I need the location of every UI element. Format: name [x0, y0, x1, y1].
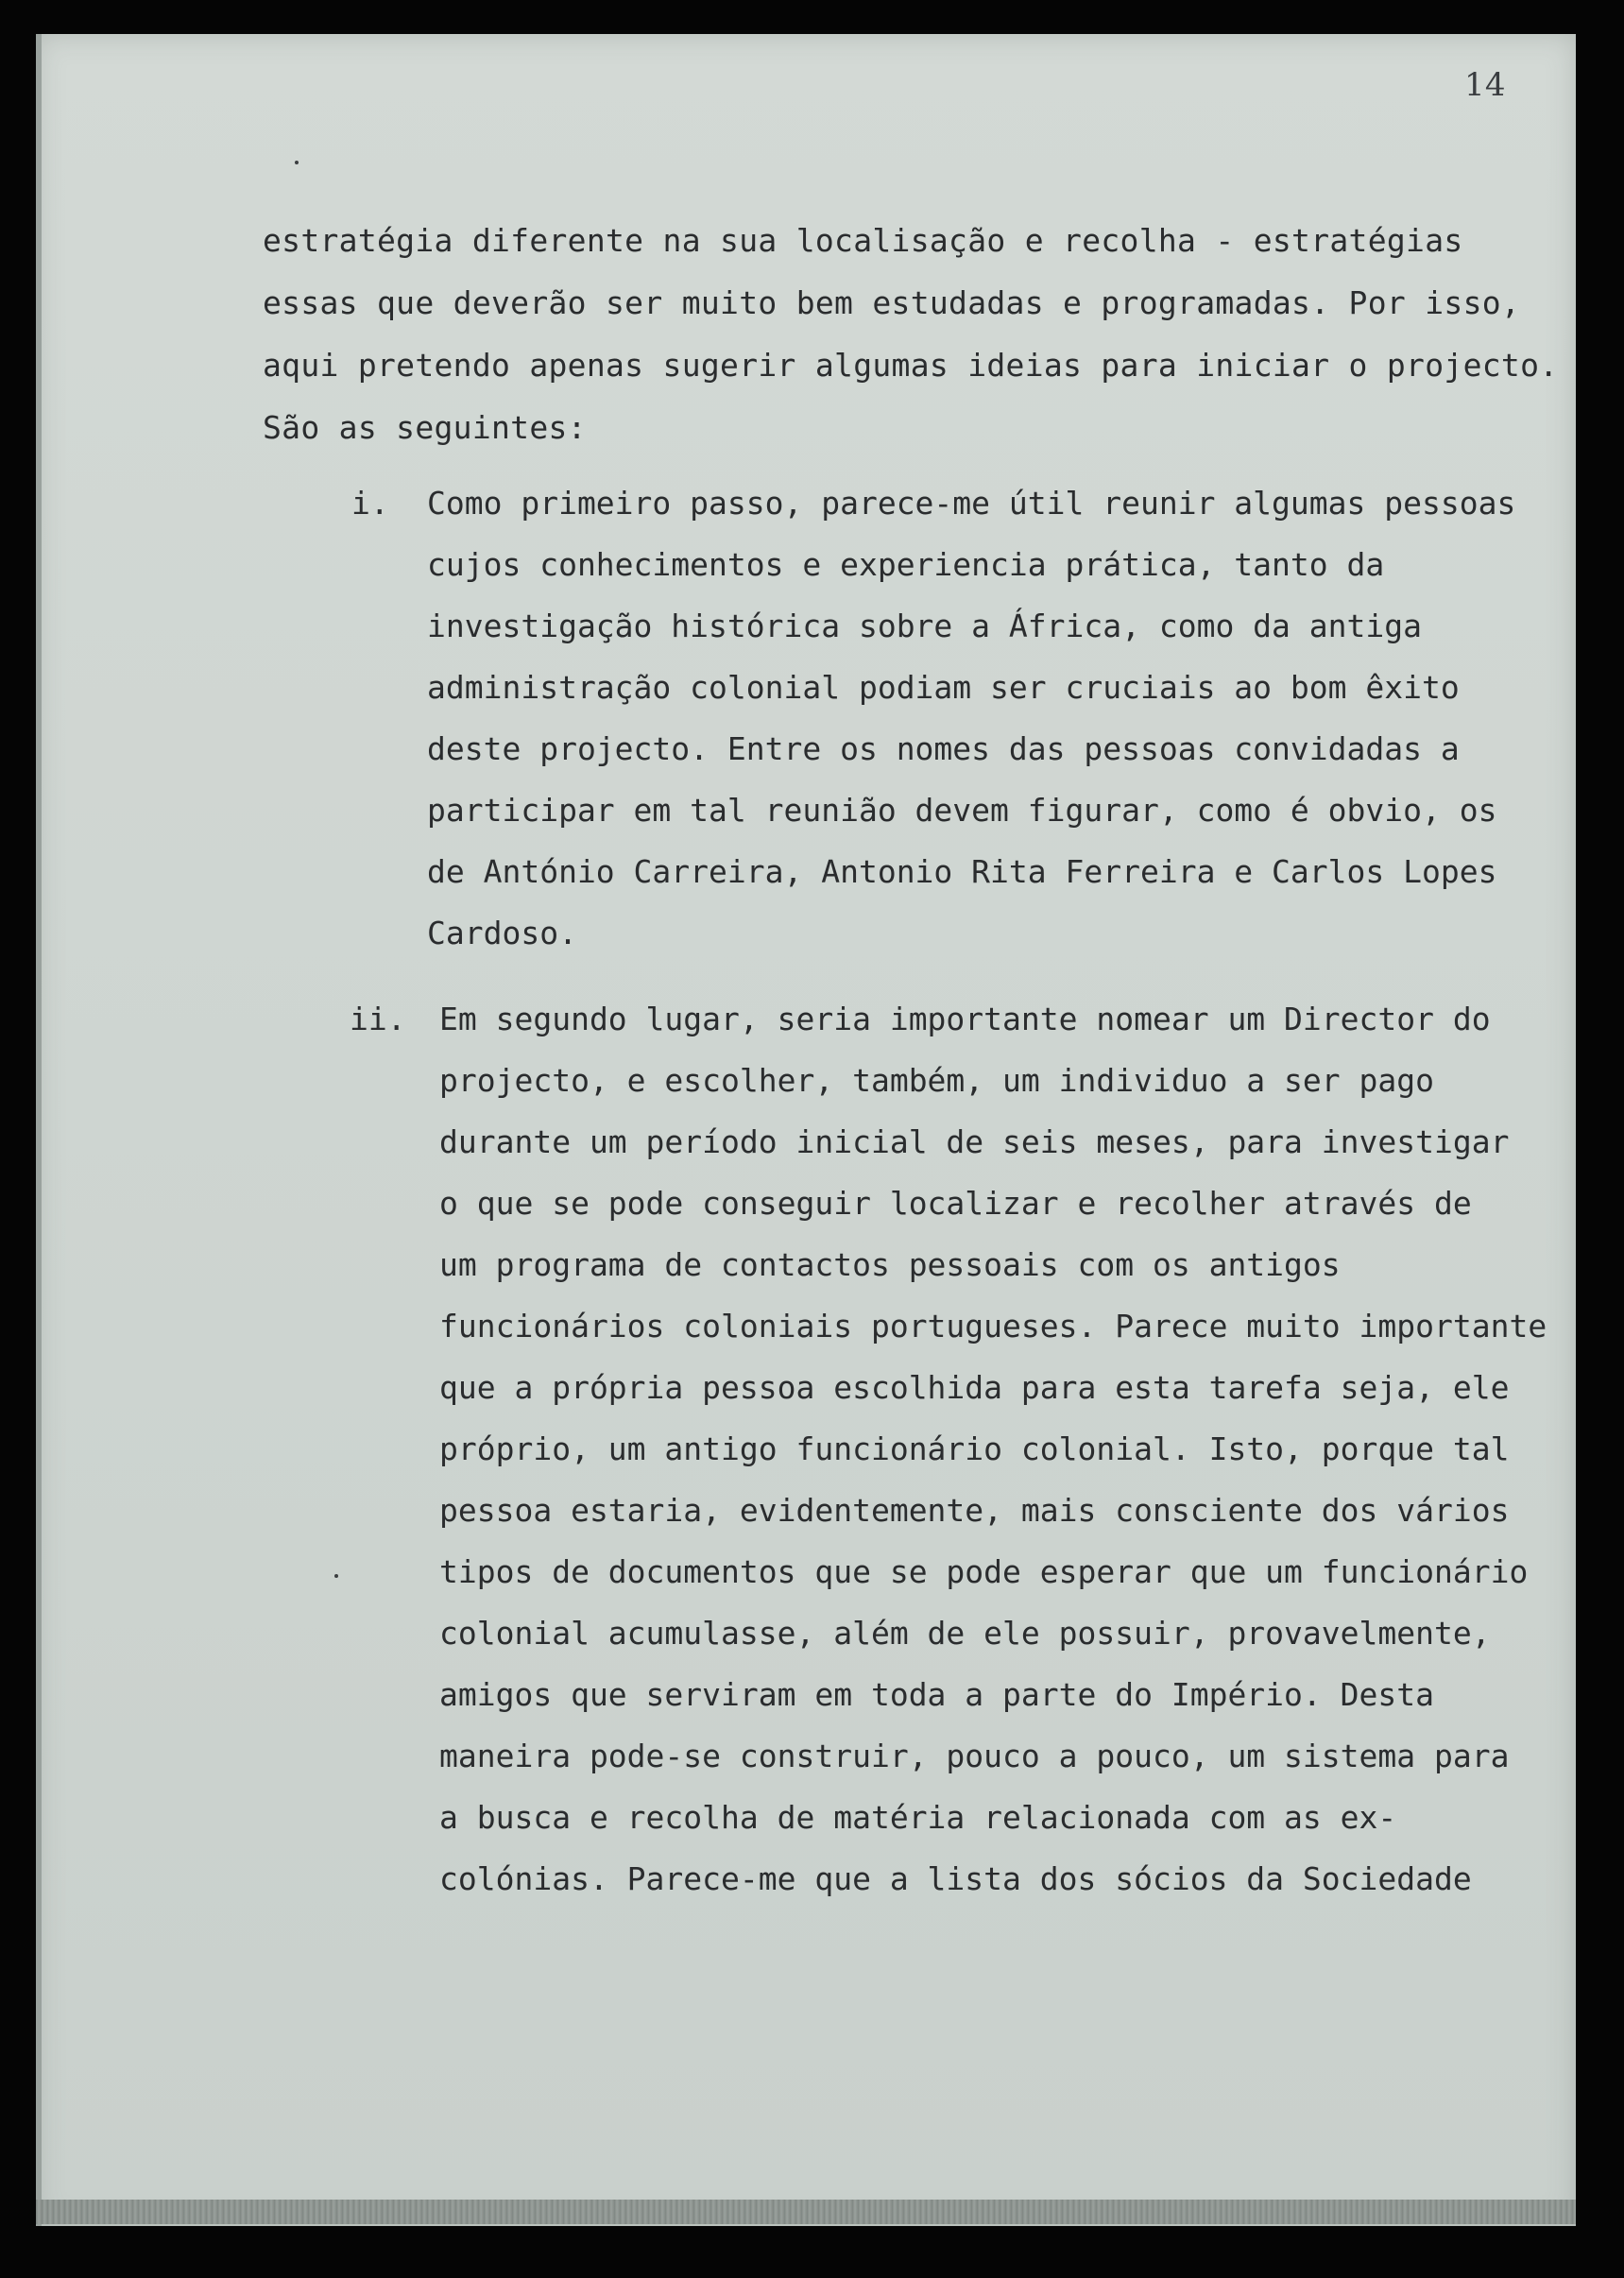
intro-line: essas que deverão ser muito bem estudadas e programadas. Por isso,	[263, 284, 1521, 321]
scan-bottom-strip	[36, 2200, 1576, 2224]
paper-left-edge	[36, 34, 42, 2226]
item-line: Como primeiro passo, parece-me útil reunir algumas pessoas	[427, 485, 1516, 522]
item-line: administração colonial podiam ser cruciais ao bom êxito	[427, 669, 1460, 706]
item-body	[427, 472, 1515, 964]
item-line: pessoa estaria, evidentemente, mais consciente dos vários	[439, 1492, 1510, 1529]
page-number: 14	[1464, 66, 1506, 104]
item-line: amigos que serviram em toda a parte do Império. Desta	[439, 1676, 1434, 1713]
item-line: Cardoso.	[427, 915, 577, 951]
item-line: durante um período inicial de seis meses, para investigar	[439, 1123, 1510, 1160]
item-line: um programa de contactos pessoais com os antigos	[439, 1246, 1341, 1283]
item-line: o que se pode conseguir localizar e recolher através de	[439, 1185, 1472, 1222]
item-line: projecto, e escolher, também, um individuo a ser pago	[439, 1062, 1434, 1099]
item-line: colonial acumulasse, além de ele possuir, provavelmente,	[439, 1615, 1491, 1652]
item-body	[439, 988, 1547, 1910]
item-line: maneira pode-se construir, pouco a pouco, um sistema para	[439, 1738, 1510, 1774]
item-line: a busca e recolha de matéria relacionada com as ex-	[439, 1799, 1397, 1836]
intro-paragraph	[263, 210, 1558, 459]
ink-speck	[334, 1574, 338, 1578]
item-line: que a própria pessoa escolhida para esta tarefa seja, ele	[439, 1369, 1510, 1406]
item-line: próprio, um antigo funcionário colonial. Isto, porque tal	[439, 1430, 1510, 1467]
intro-line: São as seguintes:	[263, 409, 587, 446]
intro-line: estratégia diferente na sua localisação e recolha - estratégias	[263, 222, 1463, 259]
item-line: de António Carreira, Antonio Rita Ferreira e Carlos Lopes	[427, 853, 1497, 890]
item-line: participar em tal reunião devem figurar, como é obvio, os	[427, 792, 1497, 829]
item-line: investigação histórica sobre a África, como da antiga	[427, 608, 1422, 644]
item-line: funcionários coloniais portugueses. Parece muito importante	[439, 1308, 1547, 1345]
item-number: ii.	[350, 1001, 406, 1037]
item-line: colónias. Parece-me que a lista dos sócios da Sociedade	[439, 1860, 1472, 1897]
ink-speck	[295, 161, 299, 164]
intro-line: aqui pretendo apenas sugerir algumas ideias para iniciar o projecto.	[263, 347, 1559, 384]
item-number: i.	[351, 485, 389, 522]
item-line: cujos conhecimentos e experiencia prática, tanto da	[427, 546, 1385, 583]
item-line: deste projecto. Entre os nomes das pessoas convidadas a	[427, 730, 1460, 767]
item-line: tipos de documentos que se pode esperar que um funcionário	[439, 1553, 1529, 1590]
item-line: Em segundo lugar, seria importante nomear um Director do	[439, 1001, 1491, 1037]
